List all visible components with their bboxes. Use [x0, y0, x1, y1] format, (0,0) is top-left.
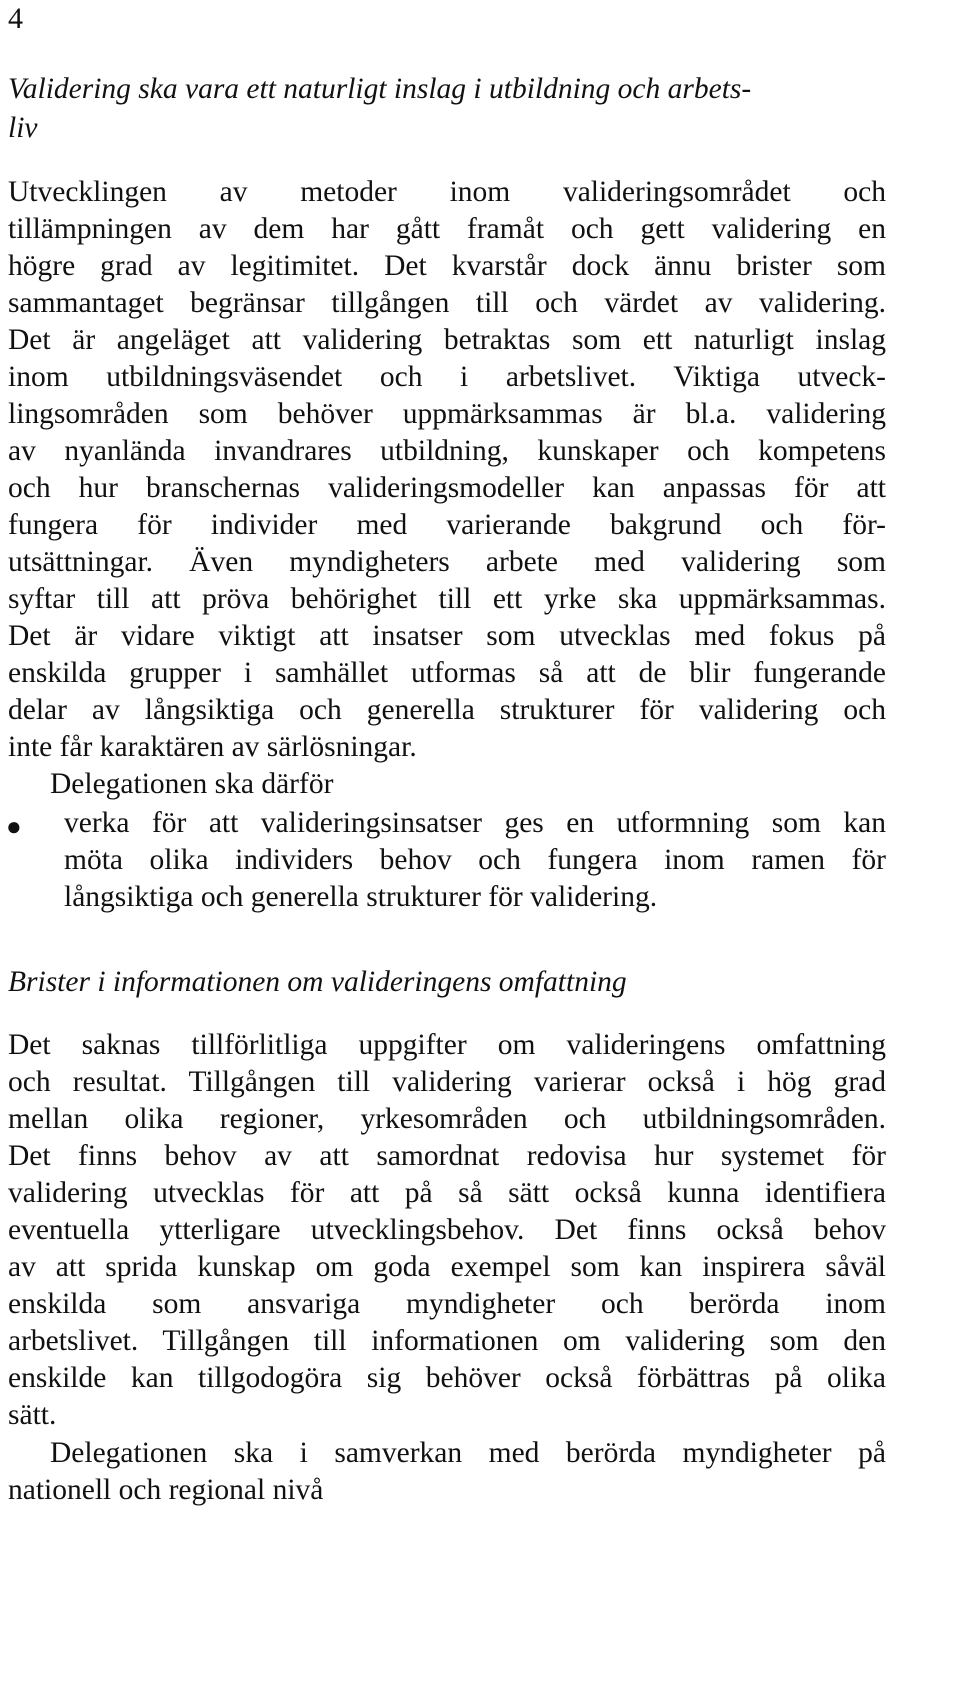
paragraph-line: inom utbildningsväsendet och i arbetslivet. Viktiga utveck- [8, 361, 886, 393]
paragraph-line: enskilde kan tillgodogöra sig behöver också förbättras på olika [8, 1362, 886, 1394]
paragraph-line: mellan olika regioner, yrkesområden och utbildningsområden. [8, 1103, 886, 1135]
paragraph-line: Det saknas tillförlitliga uppgifter om valideringens omfattning [8, 1029, 886, 1061]
paragraph-line: utsättningar. Även myndigheters arbete med validering som [8, 546, 886, 578]
paragraph-line: sammantaget begränsar tillgången till och värdet av validering. [8, 287, 886, 319]
paragraph-line: arbetslivet. Tillgången till informationen om validering som den [8, 1325, 886, 1357]
paragraph-line: enskilda grupper i samhället utformas så att de blir fungerande [8, 657, 886, 689]
bullet-item-line: verka för att valideringsinsatser ges en utformning som kan [64, 807, 886, 839]
paragraph-line: och resultat. Tillgången till validering varierar också i hög grad [8, 1066, 886, 1098]
paragraph-line: av nyanlända invandrares utbildning, kunskaper och kompetens [8, 435, 886, 467]
bullet-item-line: möta olika individers behov och fungera inom ramen för [64, 844, 886, 876]
paragraph-line: Det finns behov av att samordnat redovisa hur systemet för [8, 1140, 886, 1172]
delegation-intro-2-cont: nationell och regional nivå [8, 1474, 324, 1506]
paragraph-line: enskilda som ansvariga myndigheter och berörda inom [8, 1288, 886, 1320]
paragraph-line: tillämpningen av dem har gått framåt och gett validering en [8, 213, 886, 245]
paragraph-line: sätt. [8, 1399, 57, 1431]
paragraph-line: syftar till att pröva behörighet till ett yrke ska uppmärksammas. [8, 583, 886, 615]
paragraph-line: Utvecklingen av metoder inom valideringsområdet och [8, 176, 886, 208]
paragraph-line: av att sprida kunskap om goda exempel som kan inspirera såväl [8, 1251, 886, 1283]
delegation-intro: Delegationen ska därför [50, 768, 334, 800]
section-heading-line-2: liv [8, 112, 38, 144]
paragraph-line: Det är angeläget att validering betraktas som ett naturligt inslag [8, 324, 886, 356]
section-heading-line-1: Validering ska vara ett naturligt inslag i utbildning och arbets- [8, 73, 752, 105]
bullet-item-line: långsiktiga och generella strukturer för validering. [64, 881, 658, 913]
paragraph-line: och hur branschernas valideringsmodeller kan anpassas för att [8, 472, 886, 504]
delegation-intro-2: Delegationen ska i samverkan med berörda myndigheter på [50, 1437, 886, 1469]
page-number: 4 [8, 2, 23, 35]
paragraph-line: lingsområden som behöver uppmärksammas är bl.a. validering [8, 398, 886, 430]
section-heading-2: Brister i informationen om valideringens omfattning [8, 966, 627, 998]
paragraph-line: validering utvecklas för att på så sätt också kunna identifiera [8, 1177, 886, 1209]
bullet-icon: ● [6, 812, 22, 841]
paragraph-line: högre grad av legitimitet. Det kvarstår dock ännu brister som [8, 250, 886, 282]
paragraph-line: fungera för individer med varierande bakgrund och för- [8, 509, 886, 541]
paragraph-line: Det är vidare viktigt att insatser som utvecklas med fokus på [8, 620, 886, 652]
paragraph-line: inte får karaktären av särlösningar. [8, 731, 417, 763]
paragraph-line: eventuella ytterligare utvecklingsbehov. Det finns också behov [8, 1214, 886, 1246]
paragraph-line: delar av långsiktiga och generella strukturer för validering och [8, 694, 886, 726]
